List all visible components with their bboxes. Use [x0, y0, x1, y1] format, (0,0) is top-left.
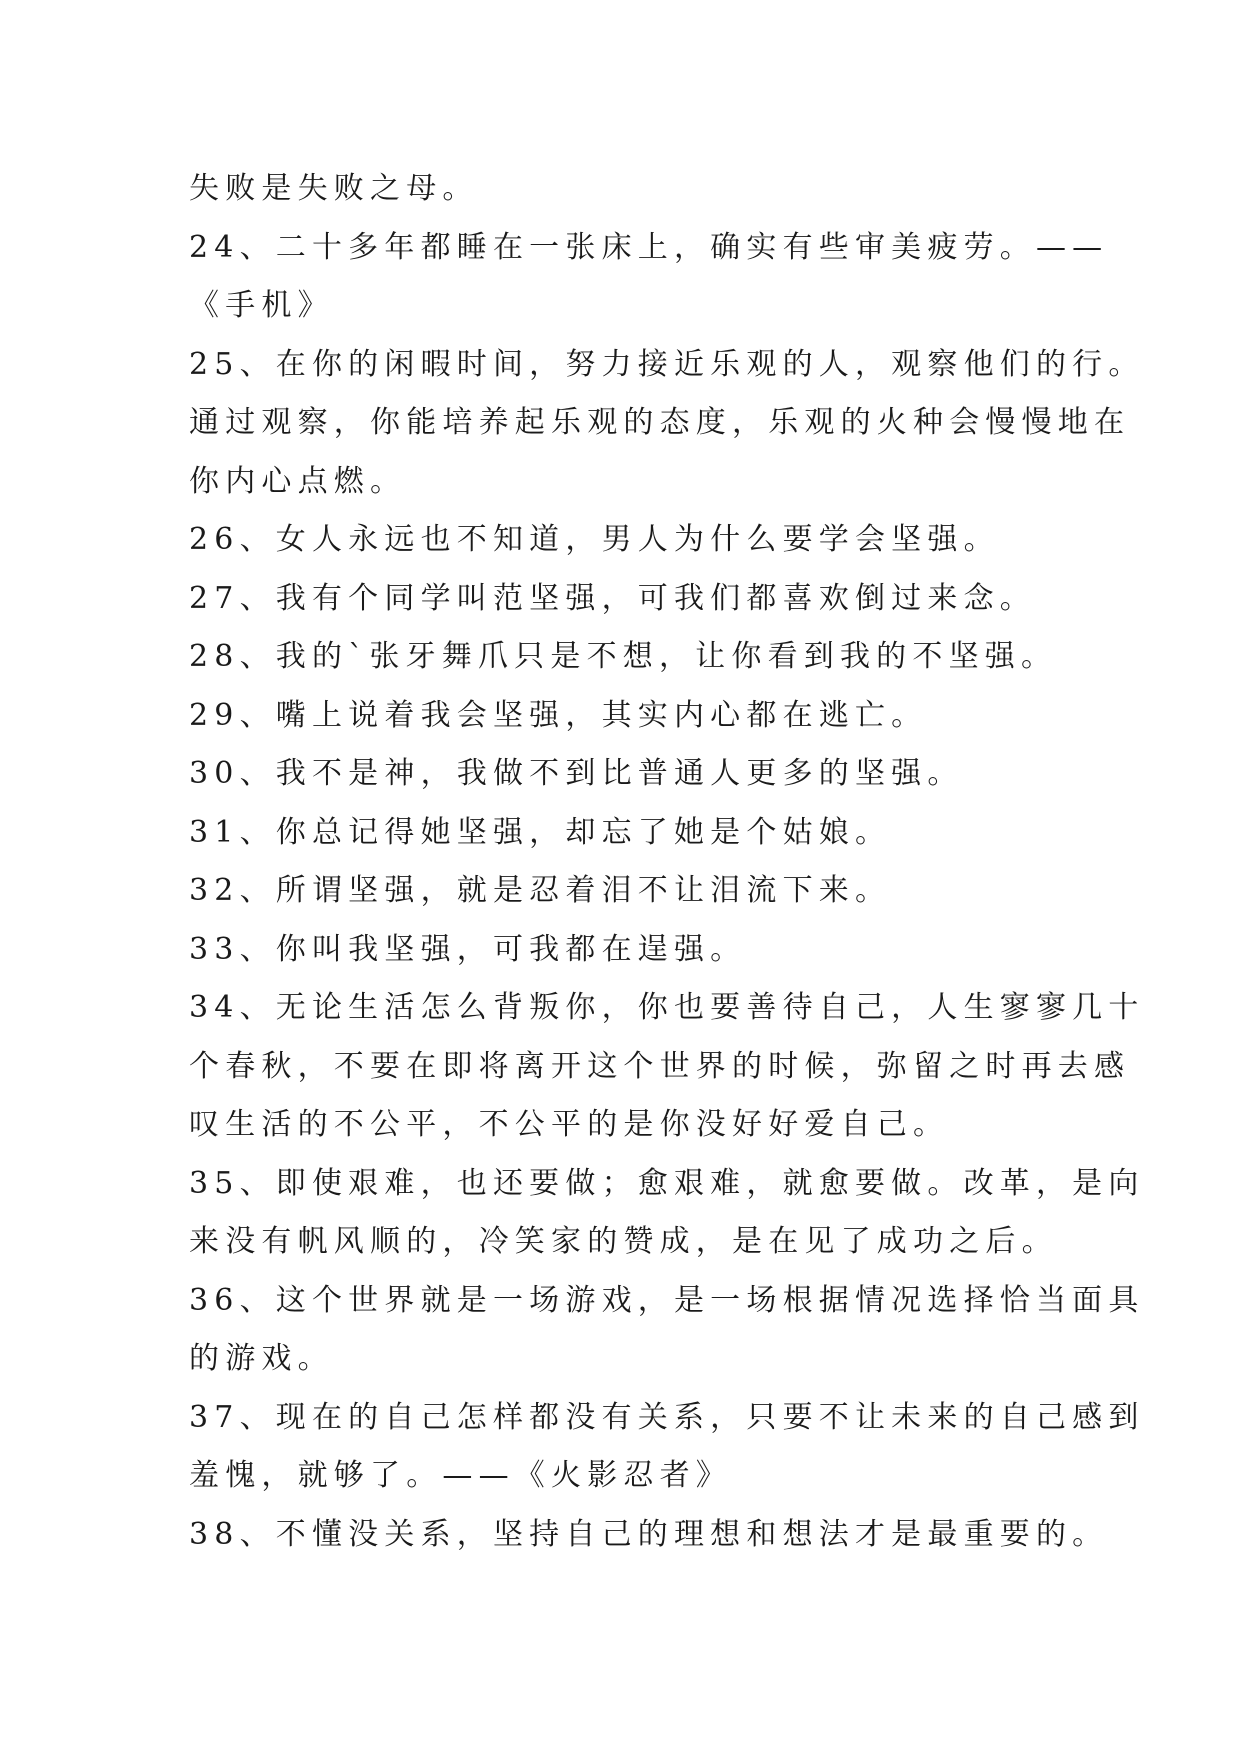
text-line: 失败是失败之母。	[189, 171, 479, 206]
text-line: 个春秋，不要在即将离开这个世界的时候，弥留之时再去感	[189, 1048, 1131, 1084]
text-line: 34、无论生活怎么背叛你，你也要善待自己，人生寥寥几十	[189, 990, 1145, 1025]
text-line: 35、即使艰难，也还要做；愈艰难，就愈要做。改革，是向	[189, 1165, 1145, 1201]
document-body	[189, 160, 1145, 1564]
text-line: 25、在你的闲暇时间，努力接近乐观的人，观察他们的行。	[189, 346, 1145, 382]
text-line: 24、二十多年都睡在一张床上，确实有些审美疲劳。——	[189, 229, 1109, 265]
text-line: 通过观察，你能培养起乐观的态度，乐观的火种会慢慢地在	[189, 405, 1131, 440]
text-line: 36、这个世界就是一场游戏，是一场根据情况选择恰当面具	[189, 1282, 1145, 1318]
text-line: 30、我不是神，我做不到比普通人更多的坚强。	[189, 756, 964, 791]
text-line: 来没有帆风顺的，冷笑家的赞成，是在见了成功之后。	[189, 1224, 1058, 1259]
text-line: 37、现在的自己怎样都没有关系，只要不让未来的自己感到	[189, 1399, 1145, 1435]
text-line: 《手机》	[189, 288, 334, 323]
text-line: 33、你叫我坚强，可我都在逞强。	[189, 931, 747, 967]
text-line: 26、女人永远也不知道，男人为什么要学会坚强。	[189, 522, 1000, 557]
text-line: 31、你总记得她坚强，却忘了她是个姑娘。	[189, 814, 892, 850]
text-line: 羞愧，就够了。——《火影忍者》	[189, 1458, 732, 1493]
text-line: 38、不懂没关系，坚持自己的理想和想法才是最重要的。	[189, 1516, 1109, 1552]
text-line: 32、所谓坚强，就是忍着泪不让泪流下来。	[189, 873, 892, 908]
text-line: 你内心点燃。	[189, 463, 407, 499]
text-line: 叹生活的不公平，不公平的是你没好好爱自己。	[189, 1107, 950, 1142]
text-line: 29、嘴上说着我会坚强，其实内心都在逃亡。	[189, 697, 928, 733]
text-line: 的游戏。	[189, 1341, 334, 1376]
text-line: 27、我有个同学叫范坚强，可我们都喜欢倒过来念。	[189, 580, 1036, 616]
text-line: 28、我的`张牙舞爪只是不想，让你看到我的不坚强。	[189, 639, 1058, 674]
